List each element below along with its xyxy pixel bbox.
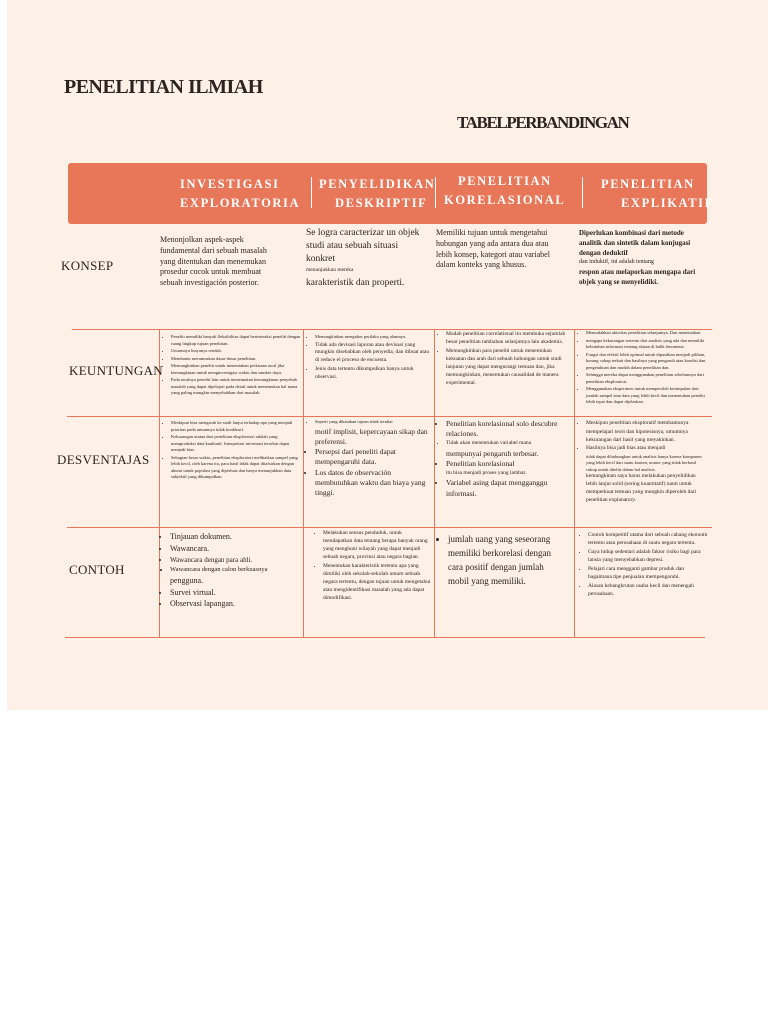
cell-text: pengguna.: [170, 575, 204, 585]
cell-text: mempunyai pengaruh terbesar.: [446, 449, 539, 459]
row-label-keuntungan: KEUNTUNGAN: [69, 363, 163, 378]
list-item: • Tinjauan dokumen.: [170, 532, 300, 543]
column-header-line: KORELASIONAL: [444, 193, 566, 207]
cell-text: motif implisit, kepercayaan sikap dan preferensi.: [315, 426, 428, 446]
list-item: • Jenis data tertentu dikumpulkan hanya untuk observasi.: [315, 366, 431, 382]
list-item: • Persepsi dari peneliti dapat mempengaruhi data.: [315, 447, 431, 467]
list-item: • Hasilnya bisa jadi bias atau menjadi: [586, 445, 708, 453]
cell-text: Diperlukan kombinasi dari metode analitik dan sintetik dalam konjugasi dengan deduktif: [579, 229, 691, 258]
keuntungan-explikatif-list: [576, 330, 708, 406]
list-item: • Kekurangan utama dari penelitian eksploratori adalah yang memproduksi data kualitatif. Interpretasi informasi tersebut dapat menjadi bias.: [171, 434, 301, 454]
konsep-deskriptif: [306, 227, 426, 290]
list-item: • Memungkinkan para peneliti untuk menentukan kekuatan dan arah dari sebuah hubungan untuk studi lanjutan yang dapat mengurangi temuan dan, jika memungkinkan, menentukan causalidad de manera experimental.: [446, 348, 572, 388]
row-divider: [67, 416, 712, 417]
keuntungan-exploratoria: [161, 334, 301, 398]
column-header-explikatif: [601, 175, 714, 213]
cell-text: itu bisa menjadi proses yang lambat.: [446, 470, 527, 477]
list-item: • Mudah penelitian correlational itu membuka sejumlah besar penelitian tambahan selanjutnya lain akademis.: [446, 331, 572, 347]
list-item: • Menentukan karakteristik tertentu apa yang dimiliki oleh sekolah-sekolah umum sebuah negara tertentu, dengan tujuan untuk mengetahui atau mengidentifikasi masalah yang ada dapat dimodifikasi.: [323, 563, 431, 603]
row-divider: [67, 527, 712, 528]
list-item: • Membantu merumuskan dasar-dasar penelitian.: [171, 356, 301, 363]
contoh-explikatif-list: [578, 532, 708, 599]
keuntungan-korelasional: [436, 331, 572, 389]
list-item: • Memungkinkan mengukur perilaku yang alamnya.: [315, 334, 431, 341]
desventajas-deskriptif: [305, 419, 431, 499]
cell-text: Se logra caracterizar un objek studi atau sebuah situasi konkret: [306, 228, 420, 264]
list-item: • mengapa kekurangan tertentu dari analisis yang ada dan memiliki kebutuhan informasi tentang alasan di balik fenomena.: [586, 338, 708, 351]
list-item: • Wawancara dengan calon berkuasnya: [170, 566, 300, 575]
contoh-exploratoria-list: [160, 588, 300, 611]
cell-text: menunjukkan mereka: [306, 267, 354, 274]
konsep-explikatif: [579, 228, 703, 287]
column-header-korelasional: [444, 172, 565, 210]
contoh-korelasional: [438, 533, 566, 590]
list-item: • Memudahkan aktivitas penelitian selanjutnya. Dan menentukan: [586, 330, 708, 337]
page-subtitle: TABELPERBANDINGAN: [457, 113, 629, 132]
list-item: • Sebagian besar waktu, penelitian eksploratori melibatkan sampel yang lebih kecil, oleh karena itu, para hasil tidak dapat ditafsirkan dengan akurat untuk populasi yang diperluas dan hanya menunjukkan data subjektif yang dikumpulkan.: [171, 455, 301, 481]
column-header-line: DESKRIPTIF: [335, 196, 428, 210]
keuntungan-explikatif: [576, 330, 708, 407]
desventajas-deskriptif-list: [305, 447, 431, 499]
contoh-deskriptif: [313, 530, 431, 604]
list-item: • Wawancara.: [170, 544, 300, 555]
list-item: • Los datos de observación membutuhkan waktu dan biaya yang tinggi.: [315, 468, 431, 498]
list-item: • Penelitian korelasional: [446, 459, 572, 469]
list-item: • Tidak ada devisasi laporan atau devisasi yang mungkin disebabkan oleh penyedia, dan dibuat atau di reduce el proceso de encuesta.: [315, 342, 431, 366]
konsep-exploratoria: [160, 235, 280, 289]
list-item: • Pelajari cara mengganti gambar produk dan bagaimana tipe penjualan mempengaruhi.: [588, 566, 708, 582]
document-page: [7, 0, 768, 710]
list-item: • Meskipun bisa mengarah ke studi lanjut terhadap apa yang menjadi prioritas pada umumnya tidak konklusif.: [171, 420, 301, 433]
list-item: • Peneliti memiliki banyak fleksibilitas dapat berinteraksi peneliti dengan ruang lingkup tujuan penelitian.: [171, 334, 301, 347]
column-divider: [582, 177, 583, 208]
keuntungan-deskriptif-list: [305, 334, 431, 382]
cell-text: mempelajari teori dan hipotesisnya, umumnya kekurangan dari hasil yang meyakinkan.: [586, 428, 688, 443]
list-item: • Tidak akan menentukan variabel mana: [446, 440, 572, 448]
column-header-line: PENELITIAN: [601, 177, 695, 191]
column-divider: [311, 177, 312, 208]
contoh-exploratoria-list: [160, 532, 300, 575]
list-item: • Gaya hidup sedentari adalah faktor risiko bagi para lansia yang menyebabkan depresi.: [588, 549, 708, 565]
column-divider: [435, 177, 436, 208]
cell-text: Memiliki tujuan untuk mengetahui hubungan yang ada antara dua atau lebih konsep, kategori atau variabel dalam konteks yang khusus.: [436, 228, 550, 270]
list-item: • Alasan kebangkrutan usaha kecil dan menengah perusahaan.: [588, 583, 708, 599]
desventajas-explikatif-list: [576, 445, 708, 453]
column-header-line: INVESTIGASI: [180, 177, 280, 191]
list-item: • Observasi lapangan.: [170, 599, 300, 610]
column-header-deskriptif: [319, 175, 435, 213]
list-item: • Contoh kompetitif utama dari sebuah cabang ekonomi tertentu atau perusahaan di suatu negara tertentu.: [588, 532, 708, 548]
desventajas-korelasional-list: [436, 478, 572, 498]
contoh-exploratoria: [160, 532, 300, 611]
desventajas-korelasional: [436, 419, 572, 500]
list-item: • Variabel asing dapat mengganggu informasi.: [446, 478, 572, 498]
desventajas-korelasional-list: [436, 459, 572, 469]
cell-text: dan induktif, ini adalah tentang: [579, 259, 654, 266]
list-item: • Pada awalnya peneliti lain untuk menemukan kemungkinan penyebab masalah yang dapat dipelajari pada detail untuk menemukan hal mana yang paling mungkin menyebabkan dari masalah.: [171, 377, 301, 397]
list-item: • Wawancara dengan para ahli.: [170, 556, 300, 565]
list-item: • Seperti yang dikatakan tujuan tidak ternilai: [315, 419, 431, 426]
column-header-line: EXPLIKATIF: [621, 196, 714, 210]
column-header-line: PENYELIDIKAN: [319, 177, 436, 191]
table-header-bar: [68, 163, 714, 224]
column-divider: [303, 329, 304, 637]
list-item: • jumlah uang yang seseorang memiliki berkorelasi dengan cara positif dengan jumlah mobil yang memiliki.: [448, 533, 566, 589]
desventajas-explikatif-list: [576, 420, 708, 428]
row-label-desventajas: DESVENTAJAS: [57, 452, 150, 467]
cell-text: karakteristik dan properti.: [306, 278, 405, 289]
desventajas-explikatif: [576, 420, 708, 505]
desventajas-exploratoria-list: [161, 420, 301, 481]
desventajas-korelasional-list: [436, 419, 572, 448]
cell-text: respon atau melaporkan mengapa dari objek yang se menyelidiki.: [579, 268, 696, 287]
column-header-exploratoria: [180, 175, 300, 213]
page-title: PENELITIAN ILMIAH: [64, 76, 263, 98]
list-item: • Sehingga mereka dapat menggunakan penelitian sebelumnya dari penelitian eksploratori.: [586, 372, 708, 385]
keuntungan-deskriptif: [305, 334, 431, 383]
keuntungan-exploratoria-list: [161, 334, 301, 397]
contoh-korelasional-list: [438, 533, 566, 589]
list-item: • Melakukan sensus penduduk, untuk mendapatkan data tentang berapa banyak orang yang menghuni wilayah yang dapat menjadi sebuah negara, provinsi atau negara bagian.: [323, 530, 431, 562]
keuntungan-korelasional-list: [436, 331, 572, 388]
list-item: • Memungkinkan peneliti untuk menentukan perkiraan awal jika kemungkinan untuk menginvestigasi waktu dan sumber daya.: [171, 363, 301, 376]
list-item: • Umumnya biayanya rendah.: [171, 348, 301, 355]
list-item: • Penelitian korelasional solo descubre relaciones.: [446, 419, 572, 439]
row-label-konsep: KONSEP: [61, 258, 114, 273]
row-divider: [65, 637, 705, 638]
desventajas-deskriptif-list: [305, 419, 431, 426]
contoh-explikatif: [578, 532, 708, 600]
list-item: • Survei virtual.: [170, 588, 300, 599]
konsep-korelasional: [436, 228, 564, 271]
column-header-line: EXPLORATORIA: [180, 196, 301, 210]
column-header-line: PENELITIAN: [458, 174, 552, 188]
list-item: • Meskipun penelitian eksploratif membantunya: [586, 420, 708, 428]
contoh-deskriptif-list: [313, 530, 431, 603]
row-label-contoh: CONTOH: [69, 562, 125, 577]
desventajas-exploratoria: [161, 420, 301, 482]
list-item: • Fungsi dan efektif lebih optimal untuk dipastikan menjadi pilihan, kurang cukup terkait dan hasilnya yang pengaruh atau kondisi dan pengetahuan dan mudah dalam penelitian dan.: [586, 352, 708, 372]
cell-text: Menonjolkan aspek-aspek fundamental dari sebuah masalah yang ditentukan dan menemukan prosedur cocok untuk membuat sebuah investigación posterior.: [160, 235, 267, 288]
column-divider: [574, 329, 575, 637]
list-item: • Menggunakan eksperimen untuk memperoleh kesimpulan dari jumlah sampel atau data yang lebih kecil dan menentukan peneliti lebih tepat dan dapat dijelaskan.: [586, 386, 708, 406]
cell-text: tidak dapat dihubungkan untuk analisis hanya karena komponen yang lebih kecil dari suatu konten, nomor yang tidak berhasil cukup untuk diteliti dalam hal analisis.: [586, 453, 702, 472]
cell-text: kemungkinan saya harus melakukan penyelidikan lebih lanjut solid (sering kuantitatif) nanti untuk memperkuat temuan yang mungkin diperoleh dari penelitian explanatory.: [586, 473, 697, 504]
